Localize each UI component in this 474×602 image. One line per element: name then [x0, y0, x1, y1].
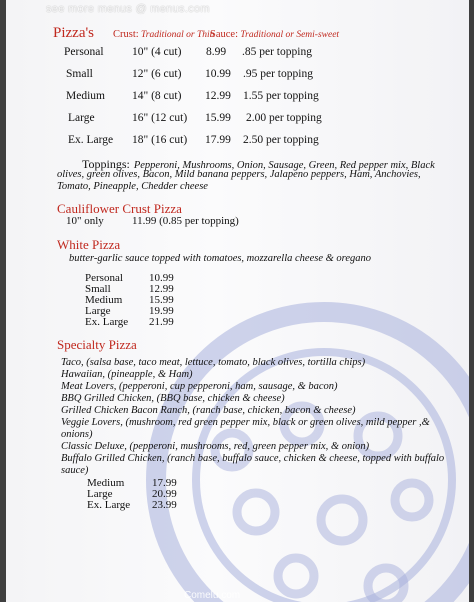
specialty-price: 20.99	[152, 488, 177, 500]
pizza-size: Small	[66, 68, 93, 80]
specialty-size: Medium	[87, 477, 125, 489]
crust-options: Traditional or Thin	[141, 30, 215, 40]
pizza-dimension: 10" (4 cut)	[132, 46, 182, 58]
pizza-size: Personal	[64, 46, 104, 58]
white-size: Large	[85, 305, 111, 317]
toppings-text: Pepperoni, Mushrooms, Onion, Sausage, Green, Red pepper mix, Black	[133, 160, 435, 171]
white-price: 15.99	[149, 294, 174, 306]
pizza-price: 8.99	[206, 46, 227, 58]
specialty-item: Grilled Chicken Bacon Ranch, (ranch base, chicken, bacon & cheese)	[61, 405, 356, 416]
topping-price: 1.55 per topping	[243, 90, 319, 102]
pizza-price: 10.99	[205, 68, 231, 80]
pizza-dimension: 12" (6 cut)	[132, 68, 182, 80]
specialty-item: BBQ Grilled Chicken, (BBQ base, chicken & cheese)	[61, 393, 285, 404]
cauliflower-price: 11.99 (0.85 per topping)	[132, 215, 239, 227]
pizza-dimension: 18" (16 cut)	[132, 134, 188, 146]
white-size: Personal	[85, 272, 123, 284]
watermark-bottom: Comelu.com	[184, 590, 241, 601]
white-price: 12.99	[149, 283, 174, 295]
topping-price: 2.00 per topping	[246, 112, 322, 124]
specialty-heading: Specialty Pizza	[57, 337, 137, 352]
pizzas-heading: Pizza's	[53, 25, 95, 41]
toppings-line-3: Tomato, Pineapple, Chedder cheese	[57, 181, 208, 192]
specialty-item: Veggie Lovers, (mushroom, red green pepper mix, black or green olives, mild pepper ,&	[61, 417, 430, 428]
white-price: 19.99	[149, 305, 174, 317]
specialty-item: Meat Lovers, (pepperoni, cup pepperoni, ham, sausage, & bacon)	[61, 381, 338, 392]
pizza-size: Ex. Large	[68, 134, 114, 146]
specialty-item: sauce)	[61, 465, 89, 476]
pizza-price: 17.99	[205, 134, 231, 146]
specialty-size: Ex. Large	[87, 499, 131, 511]
pizza-dimension: 16" (12 cut)	[132, 112, 188, 124]
pizza-dimension: 14" (8 cut)	[132, 90, 182, 102]
sauce-options: Traditional or Semi-sweet	[240, 30, 340, 40]
pizza-size: Medium	[66, 90, 105, 102]
crust-info	[113, 29, 214, 40]
sauce-info	[210, 29, 339, 40]
white-price: 10.99	[149, 272, 174, 284]
specialty-item: Hawaiian, (pineapple, & Ham)	[61, 369, 193, 380]
watermark-top: see more menus @ menus.com	[46, 3, 210, 15]
sauce-label: Sauce:	[210, 29, 238, 40]
specialty-price: 17.99	[152, 477, 177, 489]
white-pizza-heading: White Pizza	[57, 237, 121, 252]
white-size: Medium	[85, 294, 123, 306]
crust-label: Crust:	[113, 29, 139, 40]
pizza-price: 12.99	[205, 90, 231, 102]
cauliflower-size: 10" only	[66, 215, 104, 227]
topping-price: .85 per topping	[242, 46, 312, 58]
specialty-item: Classic Deluxe, (pepperoni, mushrooms, red, green pepper mix, & onion)	[61, 441, 370, 452]
specialty-size: Large	[87, 488, 113, 500]
toppings-label: Toppings:	[82, 157, 130, 171]
toppings-line-2: olives, green olives, Bacon, Mild banana peppers, Jalapeno peppers, Ham, Anchovies,	[57, 169, 421, 180]
specialty-price: 23.99	[152, 499, 177, 511]
white-price: 21.99	[149, 316, 174, 328]
white-size: Ex. Large	[85, 316, 129, 328]
specialty-item: Taco, (salsa base, taco meat, lettuce, tomato, black olives, tortilla chips)	[61, 357, 366, 368]
pizza-price: 15.99	[205, 112, 231, 124]
white-pizza-description: butter-garlic sauce topped with tomatoes, mozzarella cheese & oregano	[69, 253, 372, 264]
menu-page	[6, 0, 469, 602]
specialty-item: onions)	[61, 429, 93, 440]
specialty-item: Buffalo Grilled Chicken, (ranch base, buffalo sauce, chicken & cheese, topped with buffalo	[61, 453, 445, 464]
pizza-size: Large	[68, 112, 95, 124]
cauliflower-heading: Cauliflower Crust Pizza	[57, 201, 182, 216]
topping-price: 2.50 per topping	[243, 134, 319, 146]
white-size: Small	[85, 283, 111, 295]
topping-price: .95 per topping	[243, 68, 313, 80]
